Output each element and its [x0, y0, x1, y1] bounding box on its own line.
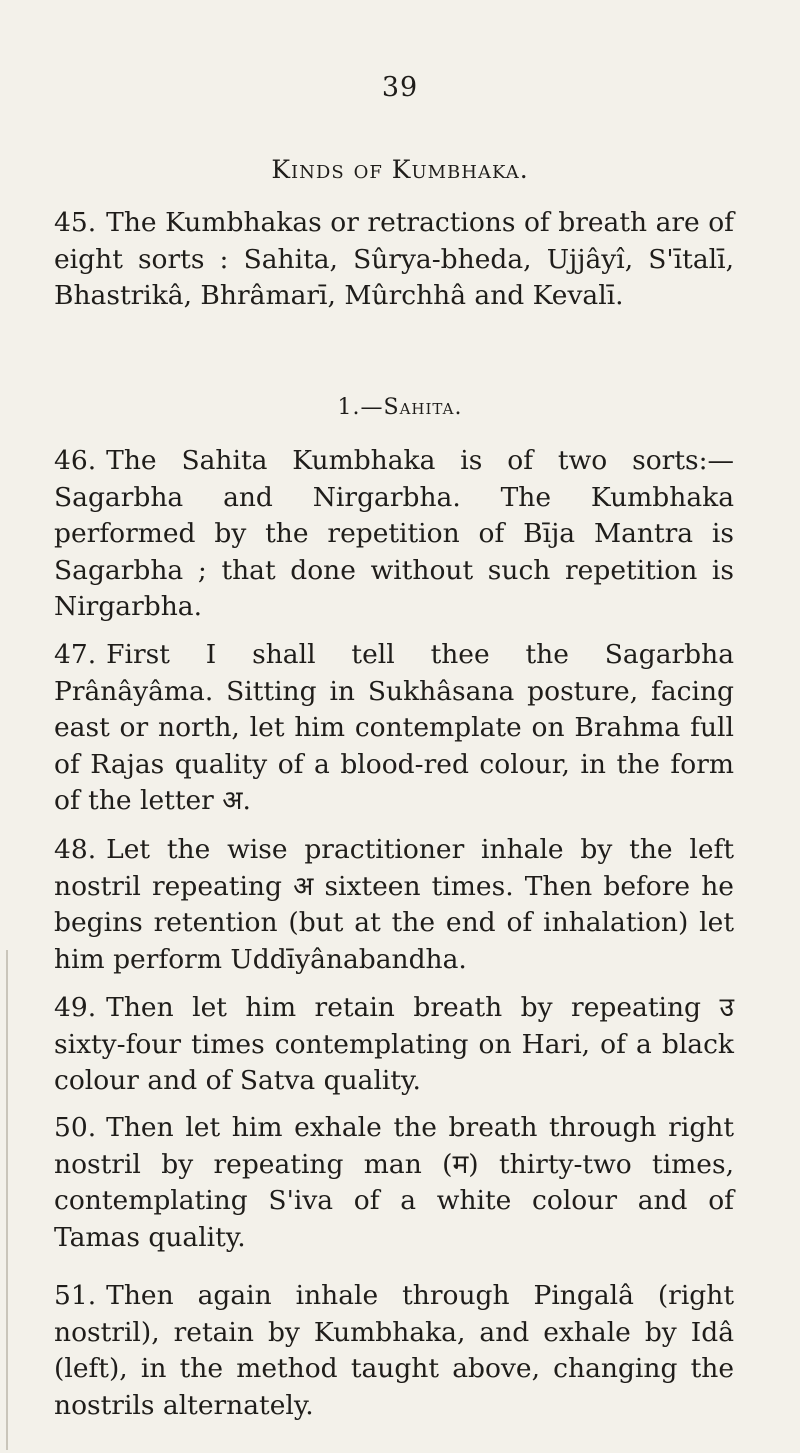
page-number: 39: [381, 72, 419, 103]
paragraph-47: [54, 637, 734, 820]
paragraph-number: 48.: [54, 834, 97, 865]
subsection-heading: 1.—Sahita.: [337, 395, 463, 420]
paragraph-46: [54, 443, 734, 626]
paragraph-number: 46.: [54, 445, 97, 476]
paragraph-49: [54, 990, 734, 1100]
paragraph-text: The Sahita Kumbhaka is of two sorts:— Sagarbha and Nirgarbha. The Kumbhaka performed by the repetition of Bīja Mantra is Sagarbha ; that done without such repetition is Nirgarbha.: [54, 445, 734, 622]
paragraph-text: The Kumbhakas or retractions of breath are of eight sorts : Sahita, Sûrya-bheda, Ujjâyî, S'ītalī, Bhastrikâ, Bhrâmarī, Mûrchhâ and Kevalī.: [54, 207, 734, 311]
paragraph-50: [54, 1110, 734, 1256]
paragraph-number: 51.: [54, 1280, 97, 1311]
paragraph-51: [54, 1278, 734, 1424]
paragraph-text: Then let him exhale the breath through right nostril by repeating man (म) thirty-two times, contemplating S'iva of a white colour and of Tamas quality.: [54, 1112, 734, 1253]
paragraph-number: 49.: [54, 992, 97, 1023]
paragraph-text: Then let him retain breath by repeating उ sixty-four times contemplating on Hari, of a black colour and of Satva quality.: [54, 992, 734, 1096]
paragraph-number: 45.: [54, 207, 97, 238]
paragraph-number: 47.: [54, 639, 97, 670]
page-edge-shadow: [6, 950, 8, 1450]
paragraph-45: [54, 205, 734, 315]
paragraph-48: [54, 832, 734, 978]
paragraph-number: 50.: [54, 1112, 97, 1143]
paragraph-text: First I shall tell thee the Sagarbha Prânâyâma. Sitting in Sukhâsana posture, facing east or north, let him contemplate on Brahma full of Rajas quality of a blood-red colour, in the form of the letter अ.: [54, 639, 734, 816]
section-heading: Kinds of Kumbhaka.: [271, 155, 529, 184]
paragraph-text: Then again inhale through Pingalâ (right nostril), retain by Kumbhaka, and exhale by Idâ (left), in the method taught above, changing the nostrils alternately.: [54, 1280, 734, 1421]
paragraph-text: Let the wise practitioner inhale by the left nostril repeating अ sixteen times. Then before he begins retention (but at the end of inhalation) let him perform Uddīyânabandha.: [54, 834, 734, 975]
